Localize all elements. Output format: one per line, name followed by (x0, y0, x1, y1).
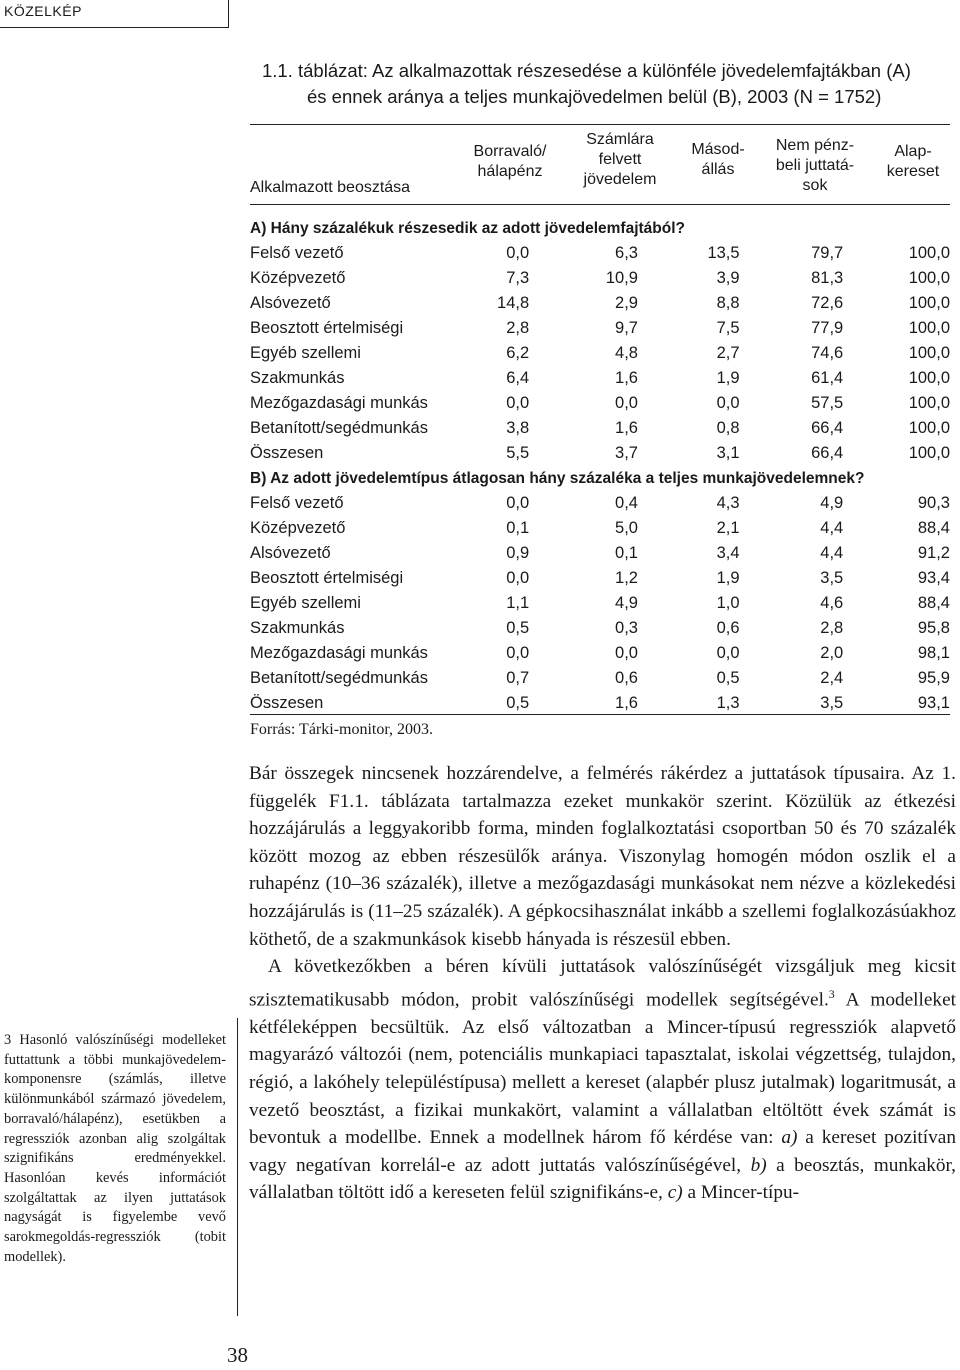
table-cell: 0,0 (716, 644, 740, 662)
footnote-ref: 3 (828, 986, 835, 1001)
table-cell: 7,3 (506, 269, 530, 287)
table-cell: 0,0 (506, 394, 530, 412)
table-cell: 3,9 (716, 269, 740, 287)
a-section-title (250, 216, 950, 241)
table-cell: 5,0 (615, 519, 638, 537)
margin-rule (237, 1018, 238, 1316)
paragraph-2-part3: a kereset pozitívan vagy negatívan korrelál-e az adott juttatás valószínűségével, (249, 1127, 956, 1176)
table-cell: 0,7 (506, 669, 530, 687)
table-cell: 4,3 (716, 494, 740, 512)
table-row (250, 541, 950, 566)
paragraph-2-part5: a Mincer-típu- (682, 1182, 800, 1204)
table-cell: 1,1 (506, 594, 530, 612)
table-title-line2: és ennek aránya a teljes munkajövedelmen belül (B), 2003 (N = 1752) (307, 86, 882, 107)
table-cell: 2,8 (506, 319, 530, 337)
table-cell: 90,3 (917, 494, 950, 512)
table-cell: 72,6 (811, 294, 844, 312)
header-bottom-rule (250, 204, 950, 205)
table-cell: 100,0 (908, 444, 950, 462)
row-label: Egyéb szellemi (250, 594, 361, 612)
table-cell: 1,3 (716, 694, 740, 712)
table-cell: 10,9 (605, 269, 638, 287)
table-cell: 100,0 (908, 319, 950, 337)
table-cell: 0,8 (716, 419, 740, 437)
table-cell: 0,0 (506, 494, 530, 512)
table-cell: 0,5 (506, 619, 530, 637)
table-cell: 3,4 (716, 544, 740, 562)
table-row (250, 391, 950, 416)
table-row (250, 691, 950, 716)
paragraph-2-part4: a beosztás, munkakör, vállalatban töltött idő a kereseten felül szignifikáns-e, (249, 1154, 956, 1204)
table-cell: 1,6 (615, 419, 638, 437)
column-header-second-job: Másod- állás (691, 141, 745, 178)
table-cell: 100,0 (908, 394, 950, 412)
table-row (250, 416, 950, 441)
table-row (250, 366, 950, 391)
table-source: Forrás: Tárki-monitor, 2003. (250, 721, 434, 738)
row-label: Alsóvezető (250, 544, 331, 562)
table-cell: 1,6 (615, 694, 638, 712)
table-cell: 88,4 (917, 519, 950, 537)
table-cell: 4,4 (820, 544, 844, 562)
table-cell: 79,7 (811, 244, 844, 262)
table-cell: 6,3 (615, 244, 638, 262)
table-cell: 3,5 (820, 694, 844, 712)
table-cell: 2,4 (820, 669, 844, 687)
table-cell: 0,0 (615, 394, 638, 412)
data-table (250, 216, 950, 716)
table-title-line1: 1.1. táblázat: Az alkalmazottak részesedése a különféle jövedelemfajtákban (A) (262, 60, 911, 81)
table-cell: 1,9 (716, 569, 740, 587)
table-cell: 100,0 (908, 294, 950, 312)
table-row (250, 441, 950, 466)
row-label: Felső vezető (250, 244, 344, 262)
table-title (262, 58, 952, 110)
table-cell: 5,5 (506, 444, 530, 462)
header-rule (0, 27, 228, 28)
a-section-title-cell: A) Hány százalékuk részesedik az adott jövedelemfajtából? (250, 220, 686, 237)
table-cell: 1,2 (615, 569, 638, 587)
table-cell: 0,0 (506, 244, 530, 262)
row-label: Középvezető (250, 269, 346, 287)
table-cell: 93,1 (917, 694, 950, 712)
row-label: Felső vezető (250, 494, 344, 512)
table-row (250, 641, 950, 666)
paragraph-2-part1: A következőkben a béren kívüli juttatások valószínűségét vizsgáljuk meg kicsit szisztematikusabb módon, probit valószínűségi modellek segítségével. (249, 956, 956, 1011)
b-section-title-cell: B) Az adott jövedelemtípus átlagosan hány százaléka a teljes munkajövedelemnek? (250, 470, 865, 487)
row-label: Összesen (250, 444, 324, 462)
row-label: Beosztott értelmiségi (250, 569, 404, 587)
table-cell: 13,5 (707, 244, 740, 262)
table-cell: 98,1 (917, 644, 950, 662)
header-divider (228, 0, 229, 28)
table-cell: 0,9 (506, 544, 530, 562)
footnote: 3 Hasonló valószínűségi modelleket futtattunk a többi munkajövedelem-komponensre (számlás, illetve különmunkából származó jövedelem, borravaló/hálapénz), esetükben a regressziók azonban alig szolgáltak szignifikáns eredményekkel. Hasonlóan kevés információt szolgáltattak az ilyen juttatások nagyságát is figyelembe vevő sarokmegoldás-regressziók (tobit modellek). (4, 1032, 226, 1265)
table-cell: 0,6 (716, 619, 740, 637)
table-cell: 0,1 (615, 544, 638, 562)
row-label: Összesen (250, 694, 324, 712)
table-row (250, 591, 950, 616)
table-cell: 0,3 (615, 619, 638, 637)
table-cell: 7,5 (716, 319, 740, 337)
table-row (250, 291, 950, 316)
column-header-position: Alkalmazott beosztása (250, 179, 411, 196)
table-cell: 81,3 (811, 269, 844, 287)
table-cell: 61,4 (811, 369, 844, 387)
table-row (250, 516, 950, 541)
row-label: Mezőgazdasági munkás (250, 644, 428, 662)
table-cell: 0,0 (506, 569, 530, 587)
table-cell: 0,1 (506, 519, 530, 537)
table-cell: 4,4 (820, 519, 844, 537)
table-cell: 14,8 (497, 294, 530, 312)
table-cell: 2,8 (820, 619, 844, 637)
page-number: 38 (227, 1343, 248, 1367)
table-cell: 66,4 (811, 419, 844, 437)
table-cell: 1,9 (716, 369, 740, 387)
table-row (250, 566, 950, 591)
table-row (250, 266, 950, 291)
table-cell: 4,9 (615, 594, 638, 612)
table-cell: 4,9 (820, 494, 844, 512)
b-section-title (250, 466, 950, 491)
table-cell: 0,4 (615, 494, 638, 512)
table-bottom-rule (250, 714, 950, 715)
table-cell: 2,7 (716, 344, 740, 362)
row-label: Beosztott értelmiségi (250, 319, 404, 337)
table-cell: 2,9 (615, 294, 638, 312)
table-cell: 74,6 (811, 344, 844, 362)
table-top-rule (250, 124, 950, 125)
table-cell: 100,0 (908, 419, 950, 437)
column-header-invoiced: Számlára felvett jövedelem (583, 131, 657, 188)
table-cell: 57,5 (811, 394, 844, 412)
row-label: Szakmunkás (250, 619, 345, 637)
table-row (250, 491, 950, 516)
table-cell: 100,0 (908, 269, 950, 287)
table-cell: 1,0 (716, 594, 740, 612)
table-cell: 6,2 (506, 344, 530, 362)
column-header-tip: Borravaló/ hálapénz (473, 143, 547, 180)
table-cell: 100,0 (908, 369, 950, 387)
row-label: Betanított/segédmunkás (250, 419, 428, 437)
table-row (250, 241, 950, 266)
row-label: Szakmunkás (250, 369, 345, 387)
table-cell: 0,6 (615, 669, 638, 687)
table-cell: 91,2 (917, 544, 950, 562)
table-row (250, 666, 950, 691)
table-row (250, 316, 950, 341)
row-label: Alsóvezető (250, 294, 331, 312)
item-marker-a: a) (781, 1127, 798, 1149)
table-cell: 100,0 (908, 244, 950, 262)
table-cell: 95,8 (917, 619, 950, 637)
table-cell: 88,4 (917, 594, 950, 612)
table-cell: 3,7 (615, 444, 638, 462)
column-header-base: Alap- kereset (886, 143, 940, 180)
table-cell: 0,0 (506, 644, 530, 662)
table-cell: 3,5 (820, 569, 844, 587)
table-cell: 4,8 (615, 344, 638, 362)
table-cell: 1,6 (615, 369, 638, 387)
row-label: Középvezető (250, 519, 346, 537)
column-header-non-cash: Nem pénz- beli juttatá- sok (775, 137, 855, 194)
paragraph-2-part2: A modelleket kétféleképpen becsültük. Az első változatban a Mincer-típusú regressziók alapvető magyarázó változói (nem, potenciális munkapiaci tapasztalat, iskolai végzettség, tulajdon, régió, a lakóhely településtípusa) mellett a kereset (alapbér plusz jutalmak) logaritmusát, a vezető beosztást, a fizikai munkakört, valamint a vállalatban eltöltött évek számát is bevontuk a modellbe. Ennek a modellnek három fő kérdése van: (249, 989, 956, 1149)
table-cell: 93,4 (917, 569, 950, 587)
table-cell: 8,8 (716, 294, 740, 312)
table-cell: 0,0 (716, 394, 740, 412)
table-cell: 77,9 (811, 319, 844, 337)
table-cell: 9,7 (615, 319, 638, 337)
table-cell: 0,0 (615, 644, 638, 662)
table-cell: 2,1 (716, 519, 740, 537)
table-cell: 0,5 (506, 694, 530, 712)
paragraph-2 (249, 953, 956, 1207)
table-cell: 2,0 (820, 644, 844, 662)
row-label: Mezőgazdasági munkás (250, 394, 428, 412)
table-cell: 0,5 (716, 669, 740, 687)
row-label: Egyéb szellemi (250, 344, 361, 362)
running-header: KÖZELKÉP (4, 3, 82, 19)
table-cell: 66,4 (811, 444, 844, 462)
table-cell: 3,8 (506, 419, 530, 437)
table-cell: 95,9 (917, 669, 950, 687)
table-cell: 100,0 (908, 344, 950, 362)
body-text (249, 760, 956, 1207)
item-marker-b: b) (750, 1154, 767, 1176)
table-cell: 4,6 (820, 594, 844, 612)
item-marker-c: c) (667, 1182, 683, 1204)
table-cell: 3,1 (716, 444, 740, 462)
table-row (250, 341, 950, 366)
table-row (250, 616, 950, 641)
row-label: Betanított/segédmunkás (250, 669, 428, 687)
table-cell: 6,4 (506, 369, 530, 387)
paragraph-1: Bár összegek nincsenek hozzárendelve, a felmérés rákérdez a juttatások típusaira. Az 1. függelék F1.1. táblázata tartalmazza ezeket munkakör szerint. Közülük az étkezési hozzájárulás a leggyakoribb forma, minden foglalkoztatási csoportban 50 és 70 százalék között mozog az ebben részesülők aránya. Viszonylag homogén módon oszlik el a ruhapénz (10–36 százalék), illetve a mezőgazdasági munkásokat nem nézve a közlekedési hozzájárulás is (11–25 százalék). A gépkocsihasználat inkább a szellemi foglalkozásúakhoz köthető, de a szakmunkások kisebb hányada is részesül ebben. (249, 763, 956, 950)
